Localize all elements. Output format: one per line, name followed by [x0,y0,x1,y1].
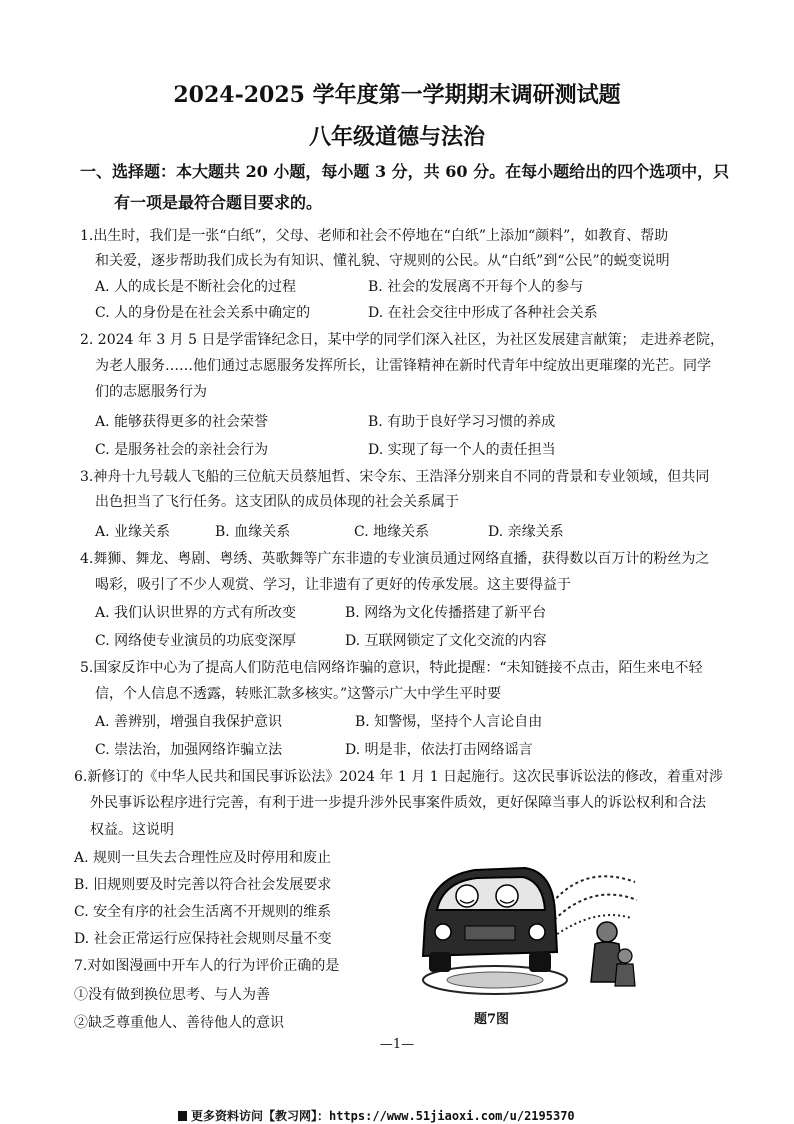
q1-option-a: A. 人的成长是不断社会化的过程 [95,279,297,295]
q2-option-a: A. 能够获得更多的社会荣誉 [95,414,269,430]
q4-option-a: A. 我们认识世界的方式有所改变 [95,605,297,621]
q5-stem-line1: 5.国家反诈中心为了提高人们防范电信网络诈骗的意识，特此提醒：“未知链接不点击，陌生来电不轻 [80,660,703,676]
q4-option-d: D. 互联网锁定了文化交流的内容 [345,633,547,649]
q5-stem-line2: 信，个人信息不透露，转账汇款多核实。”这警示广大中学生平时要 [95,686,502,702]
q3-option-c: C. 地缘关系 [354,524,430,540]
q2-stem-line3: 们的志愿服务行为 [95,384,207,400]
q6-stem-line3: 权益。这说明 [90,822,174,838]
q6-option-d: D. 社会正常运行应保持社会规则尽量不变 [74,931,332,947]
q7-item-2: ②缺乏尊重他人、善待他人的意识 [74,1015,284,1031]
footer-text: 更多资料访问【教习网】：https://www.51jiaoxi.com/u/2195370 [191,1109,575,1123]
q6-option-c: C. 安全有序的社会生活离不开规则的维系 [74,904,332,920]
section-heading-line2: 有一项是最符合题目要求的。 [114,193,323,212]
q3-stem-line2: 出色担当了飞行任务。这支团队的成员体现的社会关系属于 [95,494,459,510]
q5-option-d: D. 明是非，依法打击网络谣言 [345,742,533,758]
q1-option-d: D. 在社会交往中形成了各种社会关系 [368,305,598,321]
section-heading-line1: 一、选择题：本大题共 20 小题，每小题 3 分，共 60 分。在每小题给出的四个选项中，只 [80,162,730,181]
cartoon-car-splashing-illustration [405,852,645,1002]
q3-option-a: A. 业缘关系 [95,524,171,540]
q1-stem-line2: 和关爱，逐步帮助我们成长为有知识、懂礼貌、守规则的公民。从“白纸”到“公民”的蜕变说明 [95,253,670,269]
q7-stem-line1: 7.对如图漫画中开车人的行为评价正确的是 [74,958,340,974]
q5-option-b: B. 知警惕，坚持个人言论自由 [355,714,543,730]
q2-stem-line1: 2. 2024 年 3 月 5 日是学雷锋纪念日，某中学的同学们深入社区，为社区发展建言献策； 走进养老院， [80,332,724,348]
q3-option-d: D. 亲缘关系 [488,524,564,540]
q6-option-b: B. 旧规则要及时完善以符合社会发展要求 [74,877,332,893]
q6-stem-line1: 6.新修订的《中华人民共和国民事诉讼法》2024 年 1 月 1 日起施行。这次民事诉讼法的修改，着重对涉 [74,769,724,785]
q4-option-c: C. 网络使专业演员的功底变深厚 [95,633,297,649]
footer-link[interactable] [178,1107,575,1124]
page-number: —1— [379,1037,415,1052]
exam-title: 2024-2025 学年度第一学期期末调研测试题 [173,82,621,108]
q7-item-1: ①没有做到换位思考、与人为善 [74,987,270,1003]
q2-stem-line2: 为老人服务……他们通过志愿服务发挥所长，让雷锋精神在新时代青年中绽放出更璀璨的光芒。同学 [95,358,711,374]
q3-option-b: B. 血缘关系 [215,524,291,540]
q5-option-c: C. 崇法治，加强网络诈骗立法 [95,742,283,758]
q6-stem-line2: 外民事诉讼程序进行完善，有利于进一步提升涉外民事案件质效，更好保障当事人的诉讼权利和合法 [90,795,706,811]
exam-subtitle: 八年级道德与法治 [308,124,485,150]
q2-option-d: D. 实现了每一个人的责任担当 [368,442,556,458]
q4-option-b: B. 网络为文化传播搭建了新平台 [345,605,547,621]
flag-icon [178,1111,187,1121]
figure-caption: 题7图 [474,1012,510,1027]
q4-stem-line2: 喝彩，吸引了不少人观赏、学习，让非遗有了更好的传承发展。这主要得益于 [95,577,571,593]
q1-stem-line1: 1.出生时，我们是一张“白纸”，父母、老师和社会不停地在“白纸”上添加“颜料”，如教育、帮助 [80,228,669,244]
q5-option-a: A. 善辨别，增强自我保护意识 [95,714,283,730]
q3-stem-line1: 3.神舟十九号载人飞船的三位航天员蔡旭哲、宋令东、王浩泽分别来自不同的背景和专业领域，但共同 [80,469,710,485]
q2-option-b: B. 有助于良好学习习惯的养成 [368,414,556,430]
q1-option-b: B. 社会的发展离不开每个人的参与 [368,279,584,295]
q2-option-c: C. 是服务社会的亲社会行为 [95,442,269,458]
q1-option-c: C. 人的身份是在社会关系中确定的 [95,305,311,321]
q4-stem-line1: 4.舞狮、舞龙、粤剧、粤绣、英歌舞等广东非遗的专业演员通过网络直播，获得数以百万计的粉丝为之 [80,551,710,567]
q6-option-a: A. 规则一旦失去合理性应及时停用和废止 [74,850,332,866]
